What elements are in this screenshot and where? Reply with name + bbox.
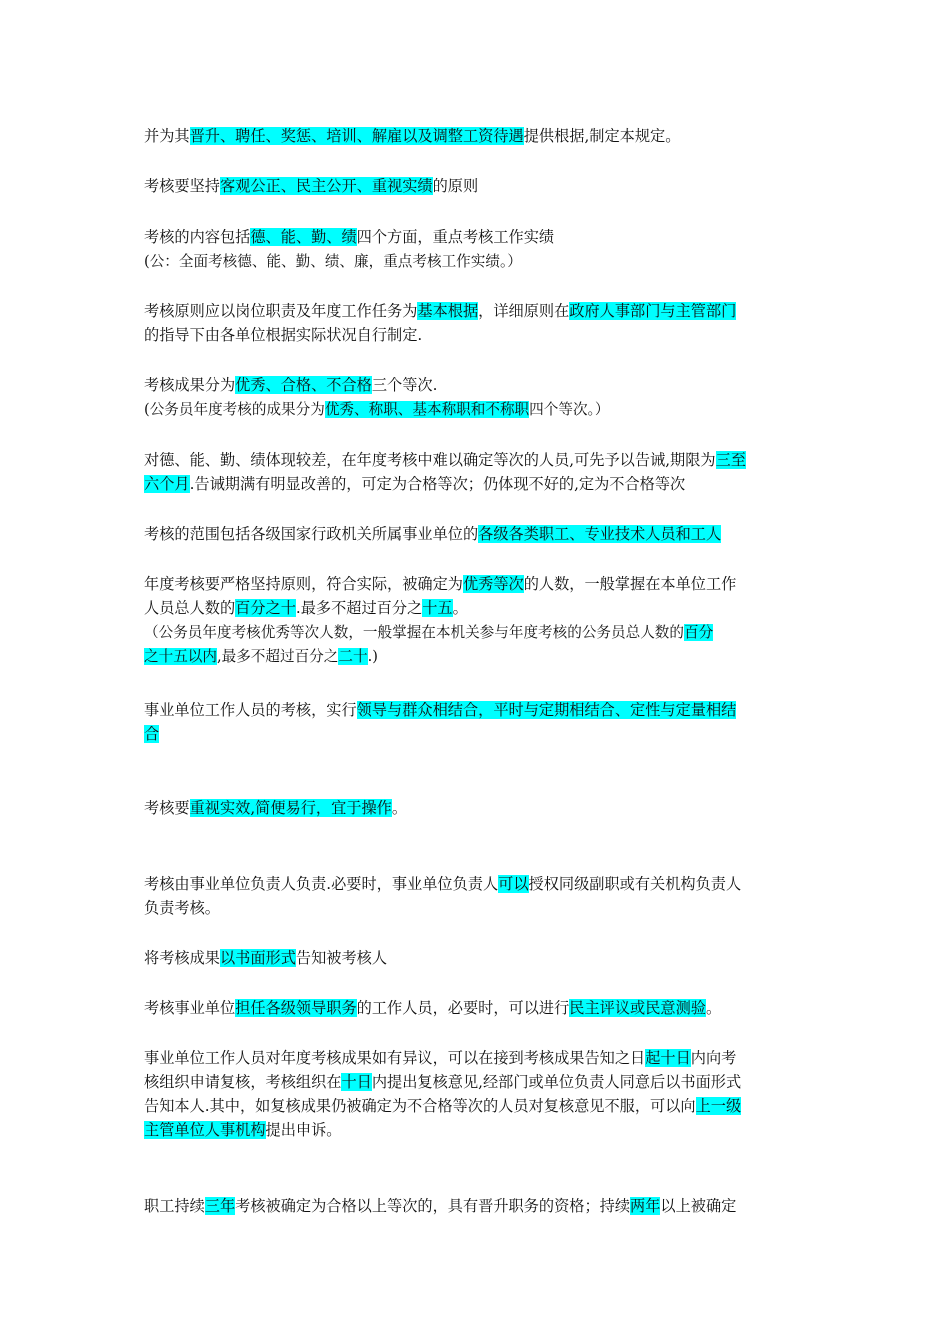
text-run: 三个等次. [371, 376, 438, 394]
text-line [144, 124, 808, 148]
highlighted-text: 之十五以内 [144, 648, 217, 665]
text-run: 以上被确定 [660, 1197, 737, 1215]
text-run: 年度考核要严格坚持原则，符合实际，被确定为 [144, 575, 463, 593]
text-run: (公务员年度考核的成果分为 [144, 401, 325, 418]
text-line [144, 572, 808, 596]
text-run: 考核由事业单位负责人负责.必要时，事业单位负责人 [144, 875, 499, 893]
document-page [144, 0, 808, 1344]
text-run: 并为其 [144, 127, 190, 145]
text-line [144, 472, 808, 496]
text-run: 将考核成果 [144, 949, 220, 967]
paragraph [144, 373, 808, 421]
text-run: (公：全面考核德、能、勤、绩、廉，重点考核工作实绩。） [144, 253, 522, 270]
text-run: ，详细原则在 [478, 302, 570, 320]
text-line [144, 1094, 808, 1118]
text-line [144, 174, 808, 198]
text-line [144, 249, 808, 273]
text-line [144, 448, 808, 472]
text-run: 授权同级副职或有关机构负责人 [528, 875, 742, 893]
text-line [144, 698, 808, 722]
text-run: 考核的范围包括各级国家行政机关所属事业单位的 [144, 525, 479, 543]
highlighted-text: 百分 [683, 624, 714, 641]
text-line [144, 323, 808, 347]
text-line [144, 373, 808, 397]
highlighted-text: 上一级 [695, 1097, 742, 1115]
text-run: 考核的内容包括 [144, 228, 251, 246]
highlighted-text: 优秀等次 [462, 575, 524, 593]
text-run: 。 [452, 599, 468, 617]
text-run: .告诫期满有明显改善的，可定为合格等次；仍体现不好的,定为不合格等次 [189, 475, 686, 493]
text-run: ,最多不超过百分之 [216, 648, 339, 665]
text-line [144, 620, 808, 644]
highlighted-text: 各级各类职工、专业技术人员和工人 [478, 525, 722, 543]
paragraph [144, 174, 808, 198]
highlighted-text: 以书面形式 [219, 949, 296, 967]
highlighted-text: 起十日 [645, 1049, 691, 1067]
text-line [144, 644, 808, 668]
paragraph [144, 1046, 808, 1142]
text-line [144, 796, 808, 820]
paragraph [144, 572, 808, 668]
text-run: 的工作人员，必要时，可以进行 [356, 999, 570, 1017]
text-run: 四个方面，重点考核工作实绩 [356, 228, 555, 246]
text-run: （公务员年度考核优秀等次人数，一般掌握在本机关参与年度考核的公务员总人数的 [144, 624, 684, 641]
paragraph [144, 796, 808, 820]
paragraph [144, 225, 808, 273]
text-run: 考核要 [144, 799, 190, 817]
text-run: .) [367, 648, 378, 665]
text-line [144, 397, 808, 421]
highlighted-text: 三年 [204, 1197, 236, 1215]
text-line [144, 225, 808, 249]
highlighted-text: 晋升、聘任、奖惩、培训、解雇以及调整工资待遇 [189, 127, 524, 145]
highlighted-text: 三至 [715, 451, 746, 469]
highlighted-text: 客观公正、民主公开、重视实绩 [219, 177, 433, 195]
highlighted-text: 十五 [422, 599, 453, 617]
highlighted-text: 优秀、称职、基本称职和不称职 [324, 401, 530, 418]
text-line [144, 1194, 808, 1218]
highlighted-text: 领导与群众相结合，平时与定期相结合、定性与定量相结 [356, 701, 737, 719]
text-line [144, 596, 808, 620]
text-run: 提出申诉。 [265, 1121, 342, 1139]
highlighted-text: 德、能、勤、绩 [250, 228, 357, 246]
text-run: 的原则 [432, 177, 479, 195]
text-line [144, 299, 808, 323]
text-run: 考核成果分为 [144, 376, 236, 394]
paragraph [144, 996, 808, 1020]
text-run: 考核被确定为合格以上等次的，具有晋升职务的资格；持续 [235, 1197, 630, 1215]
text-line [144, 1046, 808, 1070]
highlighted-text: 民主评议或民意测验 [569, 999, 706, 1017]
highlighted-text: 六个月 [144, 475, 190, 493]
text-line [144, 896, 808, 920]
text-run: 事业单位工作人员对年度考核成果如有异议，可以在接到考核成果告知之日 [144, 1049, 646, 1067]
paragraph [144, 946, 808, 970]
highlighted-text: 主管单位人事机构 [144, 1121, 266, 1139]
text-line [144, 522, 808, 546]
paragraph [144, 299, 808, 347]
text-line [144, 722, 808, 746]
text-run: 四个等次。） [529, 401, 610, 418]
text-run: 内提出复核意见,经部门或单位负责人同意后以书面形式 [371, 1073, 742, 1091]
text-run: 职工持续 [144, 1197, 205, 1215]
text-run: 事业单位工作人员的考核，实行 [144, 701, 357, 719]
text-line [144, 996, 808, 1020]
highlighted-text: 担任各级领导职务 [235, 999, 357, 1017]
text-run: 考核要坚持 [144, 177, 220, 195]
text-run: 考核原则应以岗位职责及年度工作任务为 [144, 302, 418, 320]
text-run: 负责考核。 [144, 899, 220, 917]
paragraph [144, 698, 808, 746]
text-line [144, 946, 808, 970]
highlighted-text: 重视实效,简便易行，宜于操作 [189, 799, 392, 817]
highlighted-text: 十日 [341, 1073, 372, 1091]
text-run: 的人数，一般掌握在本单位工作 [523, 575, 737, 593]
text-run: 核组织申请复核，考核组织在 [144, 1073, 342, 1091]
paragraph [144, 522, 808, 546]
highlighted-text: 优秀、合格、不合格 [235, 376, 372, 394]
text-run: 告知被考核人 [295, 949, 387, 967]
text-line [144, 1070, 808, 1094]
highlighted-text: 政府人事部门与主管部门 [569, 302, 737, 320]
highlighted-text: 二十 [338, 648, 368, 665]
text-run: 的指导下由各单位根据实际状况自行制定. [144, 326, 423, 344]
text-run: 。 [705, 999, 722, 1017]
text-run: 人员总人数的 [144, 599, 236, 617]
text-line [144, 1118, 808, 1142]
text-run: 内向考 [690, 1049, 737, 1067]
highlighted-text: 合 [144, 725, 160, 743]
text-run: 提供根据,制定本规定。 [523, 127, 681, 145]
highlighted-text: 百分之十 [235, 599, 296, 617]
text-run: .最多不超过百分之 [295, 599, 423, 617]
paragraph [144, 872, 808, 920]
paragraph [144, 448, 808, 496]
highlighted-text: 基本根据 [417, 302, 479, 320]
highlighted-text: 可以 [498, 875, 529, 893]
highlighted-text: 两年 [630, 1197, 661, 1215]
text-run: 考核事业单位 [144, 999, 236, 1017]
text-run: 。 [391, 799, 408, 817]
paragraph [144, 124, 808, 148]
paragraph [144, 1194, 808, 1218]
text-line [144, 872, 808, 896]
text-run: 对德、能、勤、绩体现较差，在年度考核中难以确定等次的人员,可先予以告诫,期限为 [144, 451, 716, 469]
text-run: 告知本人.其中，如复核成果仍被确定为不合格等次的人员对复核意见不服，可以向 [144, 1097, 696, 1115]
